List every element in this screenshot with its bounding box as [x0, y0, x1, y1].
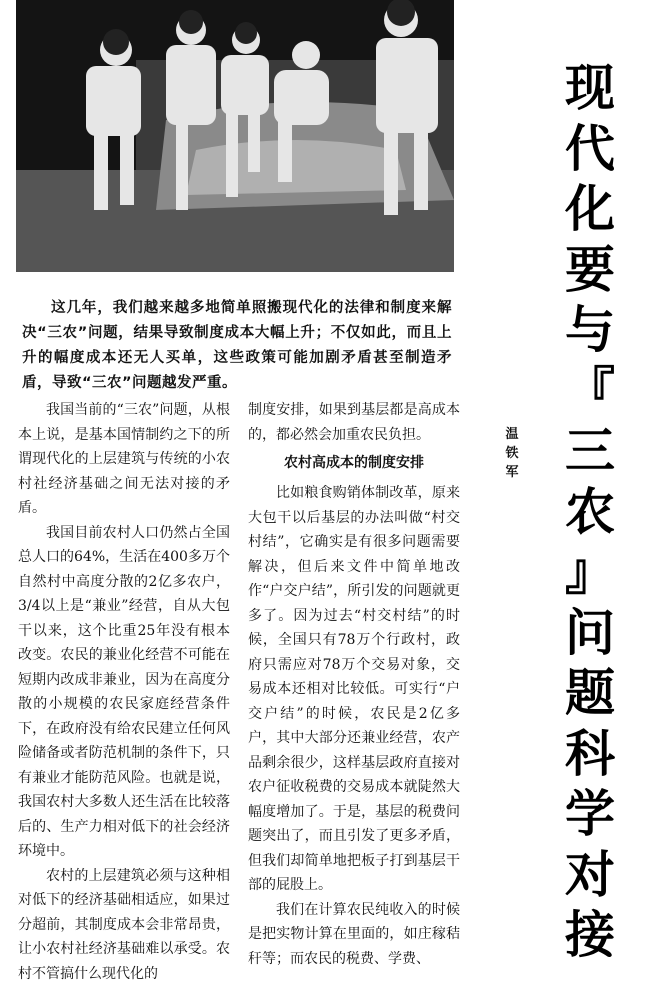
author-name	[500, 425, 524, 482]
section-heading: 农村高成本的制度安排	[248, 451, 460, 475]
title-char: 化	[560, 179, 620, 240]
author-char: 铁	[500, 444, 524, 463]
body-paragraph: 我国当前的“三农”问题，从根本上说，是基本国情制约之下的所谓现代化的上层建筑与传统的小农村社经济基础之间无法对接的矛盾。	[18, 398, 230, 521]
title-char: 』	[560, 542, 620, 603]
article-title	[560, 58, 620, 966]
author-char: 军	[500, 463, 524, 482]
photo-illustration	[16, 0, 454, 272]
body-paragraph: 我们在计算农民纯收入的时候是把实物计算在里面的，如庄稼秸秆等；而农民的税费、学费、	[248, 898, 460, 972]
article-right-column	[248, 398, 460, 971]
title-char: 题	[560, 663, 620, 724]
article-left-column	[18, 398, 230, 986]
lead-paragraph: 这几年，我们越来越多地简单照搬现代化的法律和制度来解决“三农”问题，结果导致制度成本大幅上升；不仅如此，而且上升的幅度成本还无人买单，这些政策可能加剧矛盾甚至制造矛盾，导致“三农”问题越发严重。	[22, 296, 452, 396]
photo-farmers-in-field	[16, 0, 454, 272]
body-paragraph: 我国目前农村人口仍然占全国总人口的64%，生活在400多万个自然村中高度分散的2亿多农户，3/4以上是“兼业”经营，自从大包干以来，这个比重25年没有根本改变。农民的兼业化经营不可能在短期内改成非兼业，因为在高度分散的小规模的农民家庭经营条件下，在政府没有给农民建立任何风险储备或者防范机制的条件下，只有兼业才能防范风险。也就是说，我国农村大多数人还生活在比较落后的、生产力相对低下的社会经济环境中。	[18, 521, 230, 864]
title-char: 接	[560, 905, 620, 966]
title-char: 学	[560, 784, 620, 845]
title-char: 问	[560, 603, 620, 664]
title-char: 对	[560, 845, 620, 906]
title-char: 要	[560, 240, 620, 301]
title-char: 农	[560, 482, 620, 543]
title-char: 现	[560, 58, 620, 119]
body-paragraph: 比如粮食购销体制改革，原来大包干以后基层的办法叫做“村交村结”，它确实是有很多问题需要解决，但后来文件中简单地改作“户交户结”，所引发的问题就更多了。因为过去“村交村结”的时候，全国只有78万个行政村，政府只需应对78万个交易对象，交易成本还相对比较低。可实行“户交户结”的时候，农民是2亿多户，其中大部分还兼业经营，农产品剩余很少，这样基层政府直接对农户征收税费的交易成本就陡然大幅度增加了。于是，基层的税费问题突出了，而且引发了更多矛盾，但我们却简单地把板子打到基层干部的屁股上。	[248, 481, 460, 898]
body-paragraph-continued: 制度安排，如果到基层都是高成本的，都必然会加重农民负担。	[248, 398, 460, 447]
title-char: 『	[560, 361, 620, 422]
body-paragraph: 农村的上层建筑必须与这种相对低下的经济基础相适应，如果过分超前，其制度成本会非常昂贵，让小农村社经济基础难以承受。农村不管搞什么现代化的	[18, 864, 230, 986]
title-char: 代	[560, 119, 620, 180]
author-char: 温	[500, 425, 524, 444]
title-char: 三	[560, 421, 620, 482]
title-char: 科	[560, 724, 620, 785]
title-char: 与	[560, 300, 620, 361]
